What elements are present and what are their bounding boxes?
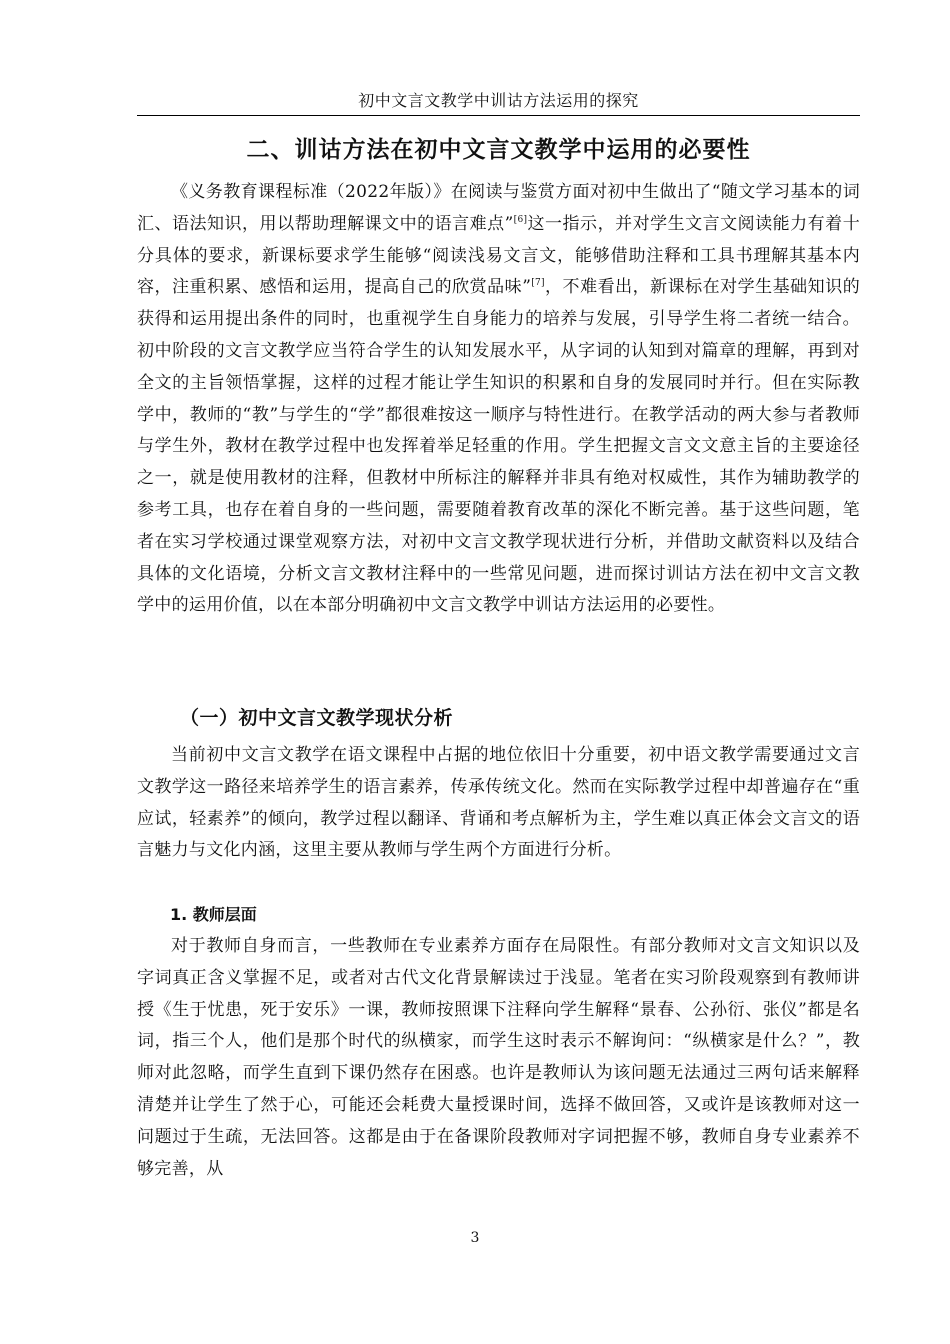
paragraph-text-part-2: 这一指示，并对学生文言文阅读能力有着十分具体的要求，新课标要求学生能够“阅读浅易文言文，能够借助注释和工具书理解其基本内容，注重积累、感悟和运用，提高自己的欣赏品味” [137, 213, 860, 298]
citation-6: [6] [513, 214, 528, 225]
point-paragraph: 对于教师自身而言，一些教师在专业素养方面存在局限性。有部分教师对文言文知识以及字词真正含义掌握不足，或者对古代文化背景解读过于浅显。笔者在实习阶段观察到有教师讲授《生于忧患，死于安乐》一课，教师按照课下注释向学生解释“景春、公孙衍、张仪”都是名词，指三个人，他们是那个时代的纵横家，而学生这时表示不解询问：“纵横家是什么？”，教师对此忽略，而学生直到下课仍然存在困惑。也许是教师认为该问题无法通过三两句话来解释清楚并让学生了然于心，可能还会耗费大量授课时间，选择不做回答，又或许是该教师对这一问题过于生疏，无法回答。这都是由于在备课阶段教师对字词把握不够，教师自身专业素养不够完善，从 [137, 936, 860, 1179]
page-number: 3 [470, 1230, 480, 1246]
section-paragraph-1 [137, 177, 860, 622]
point-title: 1. 教师层面 [170, 905, 257, 924]
citation-7: [7] [531, 278, 545, 289]
running-header: 初中文言文教学中训诂方法运用的探究 [358, 91, 639, 110]
section-title: 二、训诂方法在初中文言文教学中运用的必要性 [246, 137, 751, 163]
header-rule [137, 115, 860, 116]
subsection-paragraph: 当前初中文言文教学在语文课程中占据的地位依旧十分重要，初中语文教学需要通过文言文教学这一路径来培养学生的语言素养，传承传统文化。然而在实际教学过程中却普遍存在“重应试，轻素养”的倾向，教学过程以翻译、背诵和考点解析为主，学生难以真正体会文言文的语言魅力与文化内涵，这里主要从教师与学生两个方面进行分析。 [137, 745, 860, 861]
subsection-title: （一）初中文言文教学现状分析 [180, 707, 454, 729]
paragraph-text-part-1: 《义务教育课程标准（2022年版）》在阅读与鉴赏方面对初中生做出了“随文学习基本的词汇、语法知识，用以帮助理解课文中的语言难点” [137, 182, 860, 234]
paragraph-text-part-3: ，不难看出，新课标在对学生基础知识的获得和运用提出条件的同时，也重视学生自身能力的培养与发展，引导学生将二者统一结合。初中阶段的文言文教学应当符合学生的认知发展水平，从字词的认知到对篇章的理解，再到对全文的主旨领悟掌握，这样的过程才能让学生知识的积累和自身的发展同时并行。但在实际教学中，教师的“教”与学生的“学”都很难按这一顺序与特性进行。在教学活动的两大参与者教师与学生外，教材在教学过程中也发挥着举足轻重的作用。学生把握文言文文意主旨的主要途径之一，就是使用教材的注释，但教材中所标注的解释并非具有绝对权威性，其作为辅助教学的参考工具，也存在着自身的一些问题，需要随着教育改革的深化不断完善。基于这些问题，笔者在实习学校通过课堂观察方法，对初中文言文教学现状进行分析，并借助文献资料以及结合具体的文化语境，分析文言文教材注释中的一些常见问题，进而探讨训诂方法在初中文言文教学中的运用价值，以在本部分明确初中文言文教学中训诂方法运用的必要性。 [137, 277, 860, 616]
